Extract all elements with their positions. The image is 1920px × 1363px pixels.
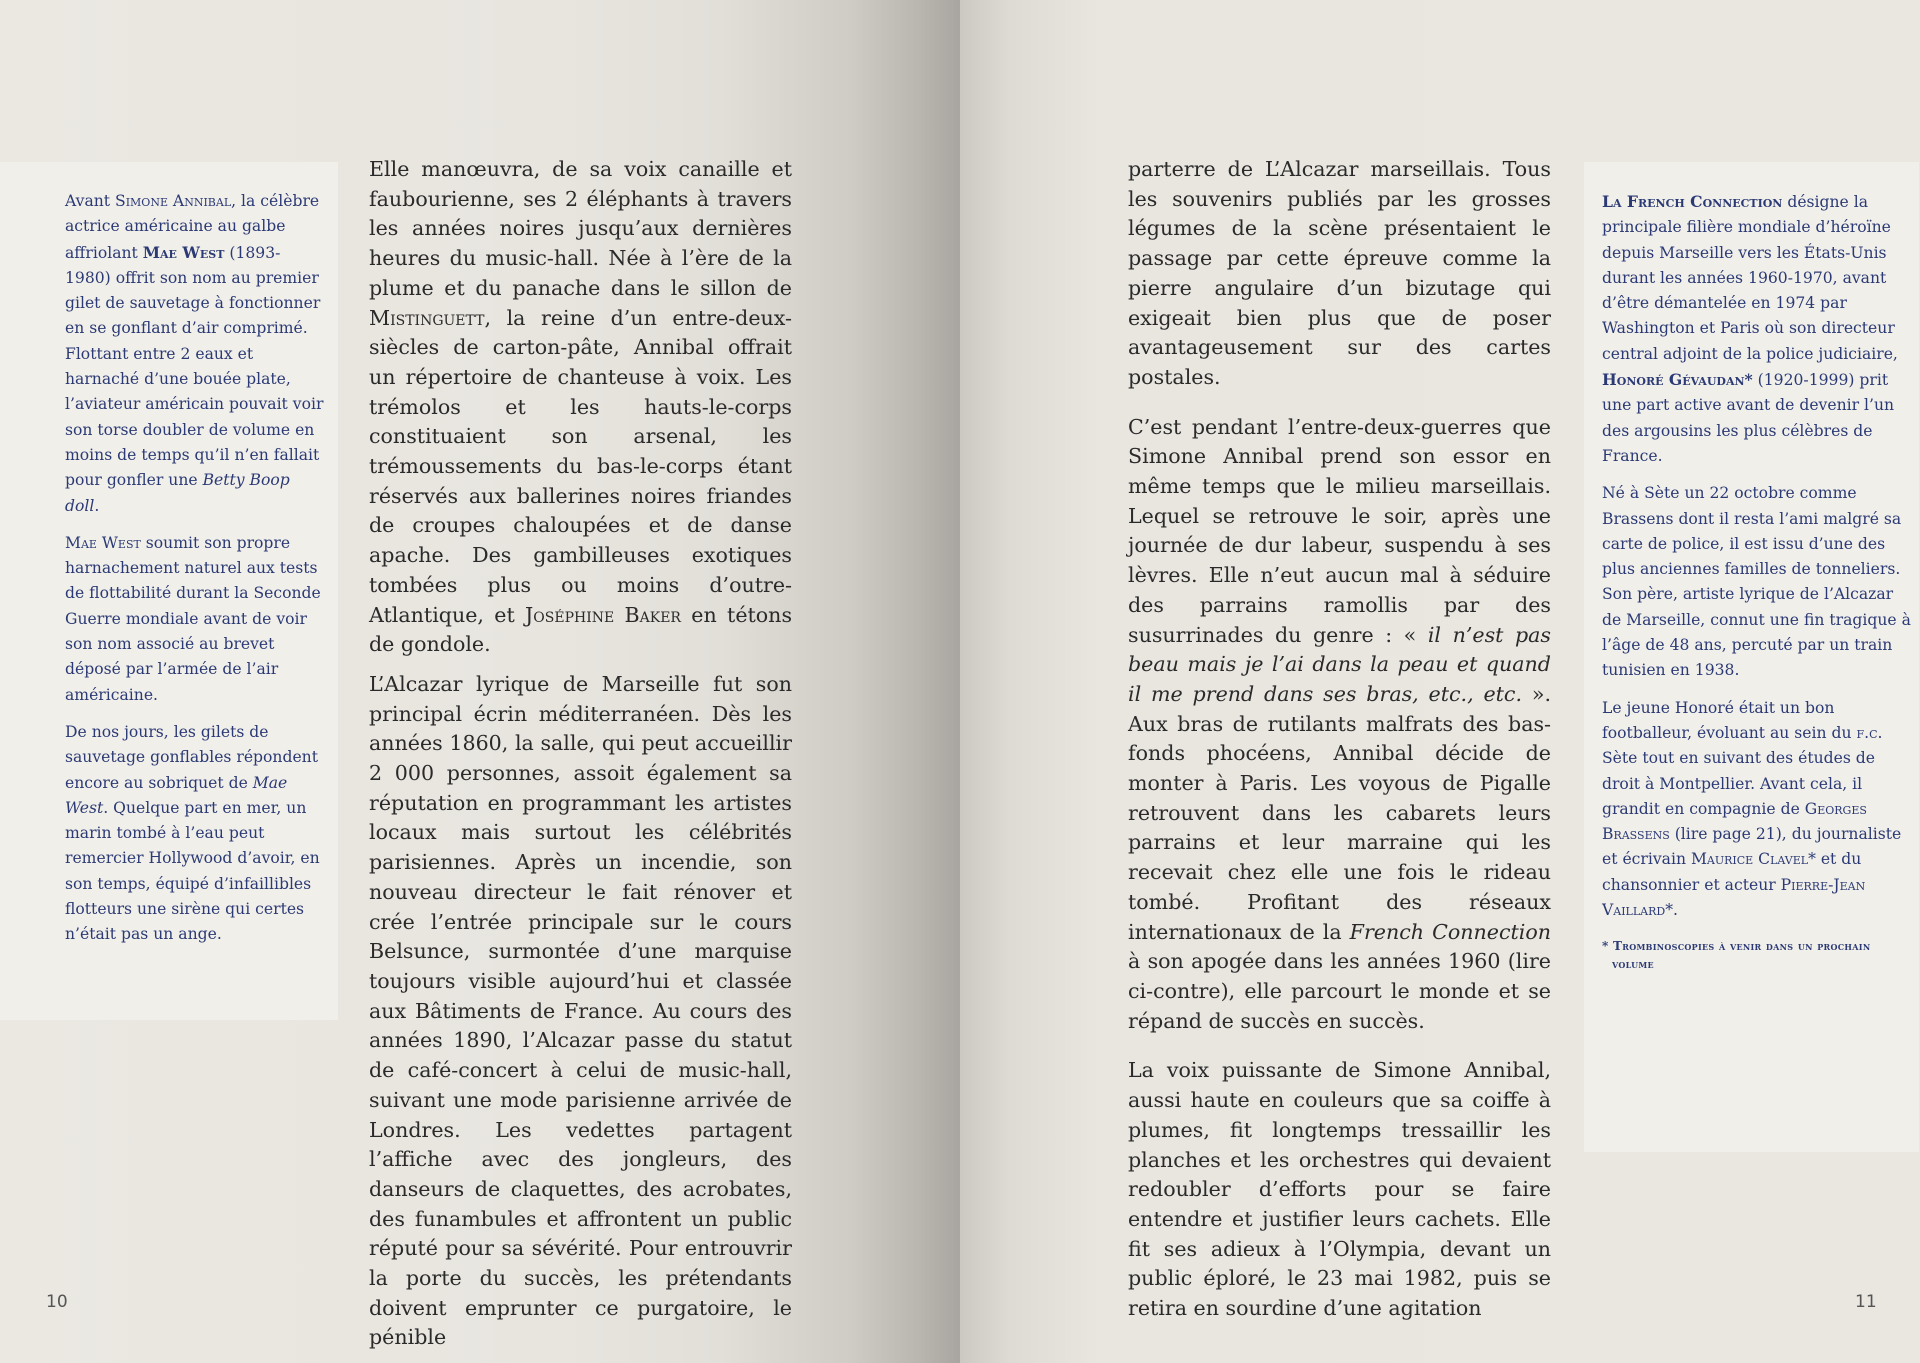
name-simone-annibal: Simone Annibal <box>115 192 232 210</box>
sidebar-mae-west <box>0 162 338 1020</box>
name-french-connection: La French Connection <box>1602 192 1783 211</box>
text: désigne la principale filière mondiale d’héroïne depuis Marseille vers les États-Unis durant les années 1960-1970, avant d’être démantelée en 1974 par Washington et Paris où son directeur central adjoint de la police judiciaire, <box>1602 193 1898 363</box>
text: (1920-1999) prit une part active avant de devenir l’un des argousins les plus célèbres de France. <box>1602 371 1895 465</box>
text: . <box>94 496 100 515</box>
sidebar-paragraph <box>1602 696 1911 924</box>
text: ». Aux bras de rutilants malfrats des bas-fonds phocéens, Annibal décide de monter à Paris. Les voyous de Pigalle retrouvent dans les cabarets leurs parrains et leur marraine qui les recevait chez elle une fois le rideau tombé. Profitant des réseaux internationaux de la <box>1128 681 1551 944</box>
body-paragraph <box>1128 413 1551 1037</box>
body-column-left <box>369 155 792 1363</box>
page-number-left: 10 <box>46 1292 68 1312</box>
body-paragraph <box>369 670 792 1353</box>
italic-french-connection: French Connection <box>1349 919 1551 944</box>
text: , la reine d’un entre-deux-siècles de carton-pâte, Annibal offrait un répertoire de chanteuse à voix. Les trémolos et les hauts-le-corps constituaient son arsenal, les trémoussements du bas-le-corps étant réservés aux ballerines noires friandes de croupes chaloupées et de danse apache. Des gambilleuses exotiques tombées plus ou moins d’outre-Atlantique, et <box>369 305 792 627</box>
text: à son apogée dans les années 1960 (lire ci-contre), elle parcourt le monde et se répand de succès en succès. <box>1128 949 1551 1033</box>
name-honore-gevaudan: Honoré Gévaudan* <box>1602 370 1753 390</box>
text: . Quelque part en mer, un marin tombé à l’eau peut remercier Hollywood d’avoir, en son temps, équipé d’infaillibles flotteurs une sirène qui certes n’était pas un ange. <box>65 798 320 944</box>
sidebar-french-connection <box>1584 162 1919 1152</box>
name-mistinguett: Mistinguett <box>369 305 485 330</box>
italic-betty-boop: Betty Boop doll <box>65 471 290 515</box>
text: Avant <box>65 192 116 210</box>
name-georges-brassens: Georges Brassens <box>1602 799 1867 844</box>
text: (1893-1980) offrit son nom au premier gilet de sauvetage à fonctionner en se gonflant d’air comprimé. Flottant entre 2 eaux et harnaché d’une bouée plate, l’aviateur américain pouvait voir son torse doubler de volume en moins de temps qu’il n’en fallait pour gonfler une <box>65 243 324 490</box>
abbr-fc: f.c. <box>1856 723 1883 742</box>
text: Le jeune Honoré était un bon footballeur, évoluant au sein du <box>1602 698 1857 742</box>
text: L’Alcazar lyrique de Marseille fut son principal écrin méditerranéen. Dès les années 1860, la salle, qui peut accueillir 2 000 personnes, assoit également sa réputation en programmant les artistes locaux mais surtout les célébrités parisiennes. Après un incendie, son nouveau directeur le fait rénover et crée l’entrée principale sur le cours Belsunce, surmontée d’une marquise toujours visible aujourd’hui et classée aux Bâtiments de France. Au cours des années 1890, l’Alcazar passe du statut de café-concert à celui de music-hall, suivant une mode parisienne arrivée de Londres. Les vedettes partagent l’affiche avec des jongleurs, des danseurs de claquettes, des acrobates, des funambules et affrontent un public réputé pour sa sévérité. Pour entrouvrir la porte du succès, les prétendants doivent emprunter ce purgatoire, le pénible <box>369 671 792 1350</box>
text: De nos jours, les gilets de sauvetage gonflables répondent encore au sobriquet de <box>65 722 318 792</box>
text: . <box>1673 901 1678 920</box>
sidebar-paragraph <box>65 531 326 708</box>
footnote: * Trombinoscopies à venir dans un prochain volume <box>1602 939 1871 972</box>
text: Né à Sète un 22 octobre comme Brassens dont il resta l’ami malgré sa carte de police, il est issu d’une des plus anciennes familles de tonneliers. Son père, artiste lyrique de l’Alcazar de Marseille, connut une fin tragique à l’âge de 48 ans, percuté par un train tunisien en 1938. <box>1602 484 1911 680</box>
text: Sète tout en suivant des études de droit à Montpellier. Avant cela, il grandit en compagnie de <box>1602 749 1876 818</box>
name-maurice-clavel: Maurice Clavel* <box>1690 850 1816 869</box>
text: parterre de L’Alcazar marseillais. Tous les souvenirs publiés par les grosses légumes de la scène présentaient le passage par cette épreuve comme la pierre angulaire d’un bizutage qui exigeait bien plus que de poser avantageusement sur des cartes postales. <box>1128 157 1551 389</box>
name-josephine-baker: Joséphine Baker <box>525 602 681 627</box>
body-paragraph <box>1128 155 1551 393</box>
name-mae-west: Mae West <box>65 533 141 552</box>
sidebar-paragraph <box>65 189 326 519</box>
body-paragraph <box>1128 1056 1551 1323</box>
text: (lire page 21), du journaliste et écrivain <box>1602 825 1902 869</box>
sidebar-paragraph <box>1602 481 1911 683</box>
sidebar-paragraph <box>65 720 326 948</box>
text: , la célèbre actrice américaine au galbe affriolant <box>65 192 320 262</box>
page-number-right: 11 <box>1855 1292 1877 1312</box>
text: en tétons de gondole. <box>369 602 793 657</box>
body-paragraph <box>369 155 792 660</box>
text: soumit son propre harnachement naturel aux tests de flottabilité durant la Seconde Guerre mondiale avant de voir son nom associé au brevet déposé par l’armée de l’air américaine. <box>65 533 321 704</box>
text: C’est pendant l’entre-deux-guerres que Simone Annibal prend son essor en même temps que le milieu marseillais. Lequel se retrouve le soir, après une journée de dur labeur, suspendu à ses lèvres. Elle n’eut aucun mal à séduire des parrains ramollis par des susurrinades du genre : « <box>1128 414 1551 647</box>
name-mae-west: Mae West <box>142 242 225 262</box>
text: Elle manœuvra, de sa voix canaille et faubourienne, ses 2 éléphants à travers les années noires jusqu’aux dernières heures du music-hall. Née à l’ère de la plume et du panache dans le sillon de <box>369 157 792 300</box>
text: et du chansonnier et acteur <box>1602 850 1862 894</box>
body-column-right <box>1128 155 1551 1334</box>
name-pierre-jean-vaillard: Pierre-Jean Vaillard* <box>1602 875 1866 920</box>
italic-quote: il n’est pas beau mais je l’ai dans la peau et quand il me prend dans ses bras, etc., etc. <box>1128 622 1551 706</box>
text: La voix puissante de Simone Annibal, aussi haute en couleurs que sa coiffe à plumes, fit longtemps tressaillir les planches et les orchestres qui devaient redoubler d’efforts pour se faire entendre et justifier leurs cachets. Elle fit ses adieux à l’Olympia, devant un public éploré, le 23 mai 1982, puis se retira en sourdine d’une agitation <box>1128 1058 1551 1321</box>
sidebar-paragraph <box>1602 189 1911 469</box>
italic-mae-west: Mae West <box>65 773 288 817</box>
